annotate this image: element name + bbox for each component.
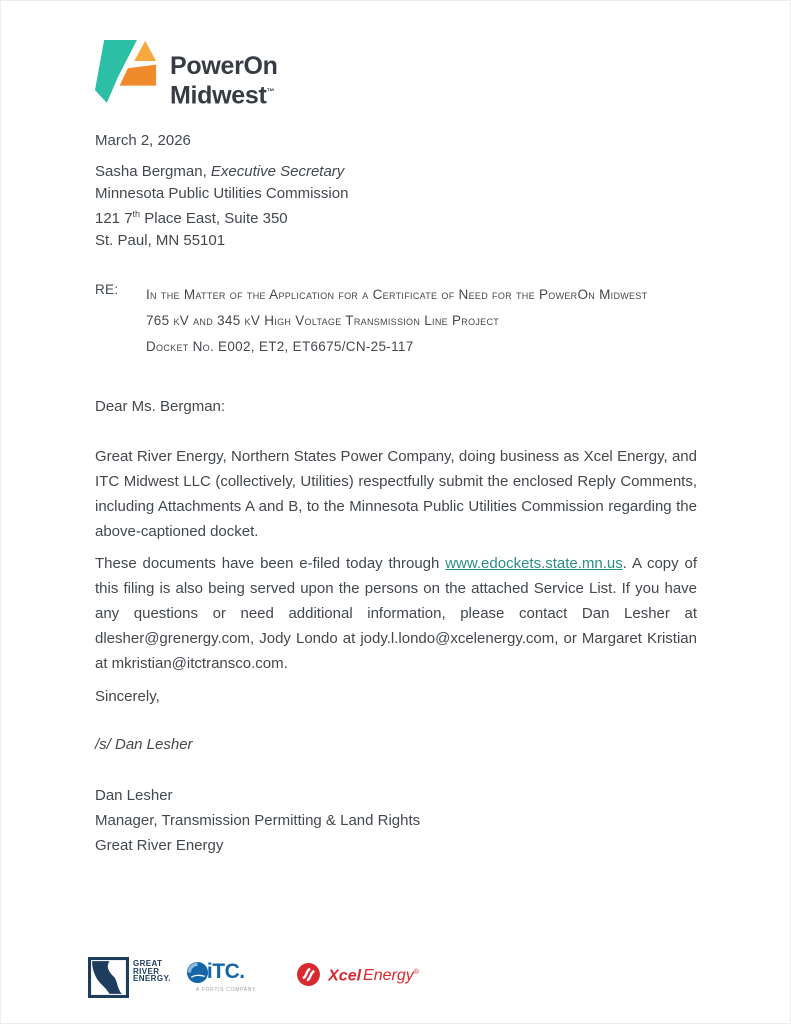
gre-word-river: RIVER [133,966,160,976]
poweron-midwest-logo [95,36,697,110]
itc-globe-icon [186,961,209,984]
recipient-street-ordinal: th [132,209,141,219]
re-lines [146,282,647,360]
itc-logo [186,961,256,993]
re-label: RE: [95,282,119,297]
re-block [95,282,697,360]
gre-word-great: GREAT [133,959,163,968]
salutation: Dear Ms. Bergman: [95,398,226,415]
footer-logos [88,957,419,998]
signer-title: Manager, Transmission Permitting & Land Rights [95,812,421,829]
recipient-org: Minnesota Public Utilities Commission [95,184,349,202]
closing-sincerely: Sincerely, [95,688,160,705]
xcel-energy-wordmark [328,960,419,988]
electronic-signature: /s/ Dan Lesher [95,736,193,753]
trademark-symbol: ™ [266,87,275,96]
brand-wordmark [170,53,278,108]
para2-text-after-link: . A copy of this filing is also being served upon the persons on the attached Service List. If you have any questions or need additional information, please contact Dan Lesher at dlesher@grenergy.com, Jody Londo at jody.l.londo@xcelenergy.com, or Margaret Kristian at mkristian@itctransco.com. [95,555,697,672]
para2-text-before-link: These documents have been e-filed today through [95,555,446,572]
xcel-word-energy: Energy [363,967,414,985]
brand-name-line2-text: Midwest [170,81,267,110]
xcel-energy-logo [296,960,419,988]
registered-symbol: ® [413,969,419,976]
re-line-2: 765 kV and 345 kV High Voltage Transmission Line Project [146,313,500,328]
body-paragraph-2 [95,551,697,676]
signer-name: Dan Lesher [95,787,173,804]
signer-org: Great River Energy [95,837,224,854]
xcel-word-xcel: Xcel [328,967,362,985]
itc-logo-top [186,961,245,984]
poweron-midwest-logo-icon [95,36,157,106]
recipient-city: St. Paul, MN 55101 [95,231,226,249]
recipient-title: Executive Secretary [210,163,345,180]
letter-date: March 2, 2026 [95,132,191,149]
body-paragraph-1: Great River Energy, Northern States Power Company, doing business as Xcel Energy, and ITC Midwest LLC (collectively, Utilities) respectfully submit the enclosed Reply Comments, including Attachments A and B, to the Minnesota Public Utilities Commission regarding the above-captioned docket. [95,448,697,540]
edockets-link[interactable]: www.edockets.state.mn.us [445,555,623,572]
xcel-energy-swirl-icon [296,962,321,987]
great-river-energy-logo [88,957,171,998]
great-river-energy-river-icon [88,957,129,998]
recipient-street-rest: Place East, Suite 350 [140,210,288,227]
recipient-name-line [95,161,697,183]
re-line-1: In the Matter of the Application for a Certificate of Need for the PowerOn Midwest [146,287,648,302]
brand-name-line1: PowerOn [170,52,278,80]
signer-block [95,783,697,858]
recipient-name: Sasha Bergman, [95,163,211,180]
itc-wordmark: iTC. [206,960,245,983]
recipient-address-block [95,161,697,251]
recipient-street-number: 121 7 [95,210,133,227]
great-river-energy-wordmark [133,960,171,983]
gre-word-energy: ENERGY. [133,974,171,984]
re-line-3: Docket No. E002, ET2, ET6675/CN-25-117 [146,339,414,354]
recipient-street [95,204,697,230]
itc-tagline: A FORTIS COMPANY [195,987,257,993]
brand-name-line2 [170,79,278,108]
